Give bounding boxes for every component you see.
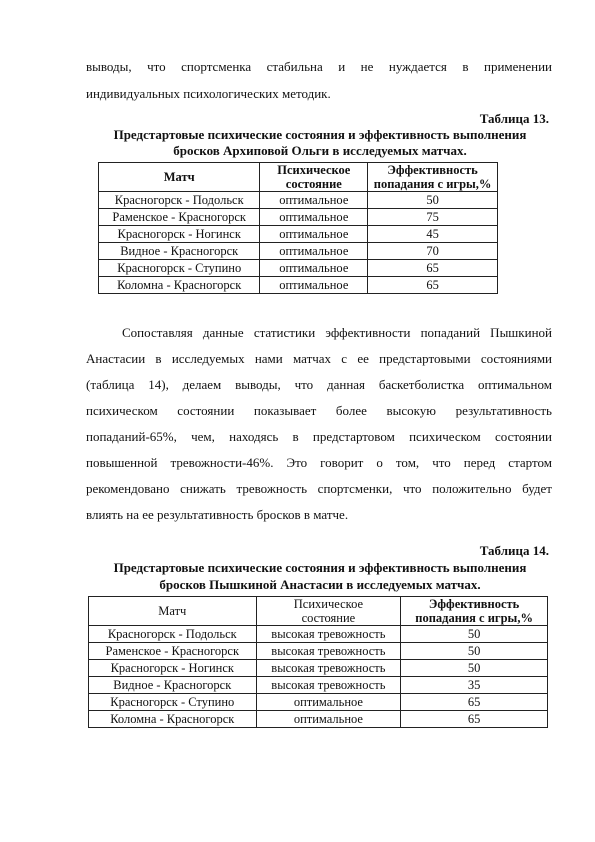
cell-value: 65 (368, 260, 498, 277)
cell-state: высокая тревожность (256, 660, 401, 677)
table-row (99, 226, 498, 243)
table-row (89, 660, 548, 677)
table-row (99, 277, 498, 294)
table-13-caption-line: бросков Архиповой Ольги в исследуемых матчах. (173, 143, 467, 158)
cell-match: Красногорск - Ногинск (99, 226, 260, 243)
cell-state: оптимальное (260, 192, 368, 209)
cell-match: Красногорск - Ступино (99, 260, 260, 277)
header-efficiency-line1: Эффективность (387, 163, 478, 177)
cell-state: высокая тревожность (256, 643, 401, 660)
table-row (99, 209, 498, 226)
cell-match: Видное - Красногорск (99, 243, 260, 260)
cell-value: 45 (368, 226, 498, 243)
table-row (99, 192, 498, 209)
cell-value: 75 (368, 209, 498, 226)
header-efficiency-line1: Эффективность (428, 597, 520, 611)
cell-state: оптимальное (256, 711, 401, 728)
header-state-line1: Психическое (293, 597, 364, 611)
header-state-line1: Психическое (277, 163, 351, 177)
header-efficiency (368, 163, 498, 192)
header-state-line2: состояние (301, 611, 356, 625)
cell-state: оптимальное (260, 209, 368, 226)
table-row (99, 243, 498, 260)
paragraph-line: (таблица 14), делаем выводы, что данная баскетболистка оптимальном (86, 377, 552, 392)
header-match: Матч (89, 597, 257, 626)
table-14-label: Таблица 14. (479, 543, 549, 558)
cell-value: 65 (368, 277, 498, 294)
table-header-row (99, 163, 498, 192)
paragraph-line: психическом состоянии показывает более высокую результативность (86, 403, 552, 418)
paragraph-line: рекомендовано снижать тревожность спортсменки, что положительно будет (86, 481, 552, 496)
cell-match: Раменское - Красногорск (99, 209, 260, 226)
table-row (89, 694, 548, 711)
cell-match: Красногорск - Подольск (99, 192, 260, 209)
paragraph-line: влиять на ее результативность бросков в матче. (86, 507, 349, 522)
cell-match: Раменское - Красногорск (89, 643, 257, 660)
table-14-caption-line: бросков Пышкиной Анастасии в исследуемых матчах. (159, 577, 481, 592)
table-row (89, 643, 548, 660)
header-state-line2: состояние (285, 177, 342, 191)
paragraph-line: попаданий-65%, чем, находясь в предстартовом психическом состоянии (86, 429, 552, 444)
cell-state: оптимальное (260, 243, 368, 260)
table-row (89, 711, 548, 728)
paragraph-line: Анастасии в исследуемых нами матчах с ее предстартовыми состояниями (86, 351, 552, 366)
header-state (260, 163, 368, 192)
table-row (99, 260, 498, 277)
cell-match: Красногорск - Ногинск (89, 660, 257, 677)
cell-match: Коломна - Красногорск (89, 711, 257, 728)
table-13 (98, 162, 498, 294)
header-match: Матч (99, 163, 260, 192)
cell-value: 50 (401, 626, 548, 643)
paragraph-line: индивидуальных психологических методик. (86, 86, 331, 101)
cell-value: 65 (401, 694, 548, 711)
table-row (89, 626, 548, 643)
cell-state: оптимальное (260, 226, 368, 243)
table-14-caption-line: Предстартовые психические состояния и эффективность выполнения (113, 560, 527, 575)
paragraph-line: Сопоставляя данные статистики эффективности попаданий Пышкиной (122, 325, 552, 340)
cell-value: 65 (401, 711, 548, 728)
header-efficiency (401, 597, 548, 626)
cell-value: 50 (368, 192, 498, 209)
table-header-row (89, 597, 548, 626)
table-14 (88, 596, 548, 728)
cell-state: оптимальное (256, 694, 401, 711)
table-13-label: Таблица 13. (479, 111, 549, 126)
cell-match: Видное - Красногорск (89, 677, 257, 694)
cell-state: высокая тревожность (256, 677, 401, 694)
cell-state: высокая тревожность (256, 626, 401, 643)
cell-value: 50 (401, 643, 548, 660)
cell-match: Коломна - Красногорск (99, 277, 260, 294)
cell-match: Красногорск - Подольск (89, 626, 257, 643)
header-efficiency-line2: попадания с игры,% (373, 177, 492, 191)
cell-value: 50 (401, 660, 548, 677)
table-row (89, 677, 548, 694)
cell-value: 70 (368, 243, 498, 260)
header-state (256, 597, 401, 626)
cell-value: 35 (401, 677, 548, 694)
table-13-caption-line: Предстартовые психические состояния и эффективность выполнения (113, 127, 527, 142)
header-efficiency-line2: попадания с игры,% (415, 611, 533, 625)
cell-state: оптимальное (260, 260, 368, 277)
cell-state: оптимальное (260, 277, 368, 294)
cell-match: Красногорск - Ступино (89, 694, 257, 711)
paragraph-line: выводы, что спортсменка стабильна и не нуждается в применении (86, 59, 552, 74)
paragraph-line: повышенной тревожности-46%. Это говорит о том, что перед стартом (86, 455, 552, 470)
